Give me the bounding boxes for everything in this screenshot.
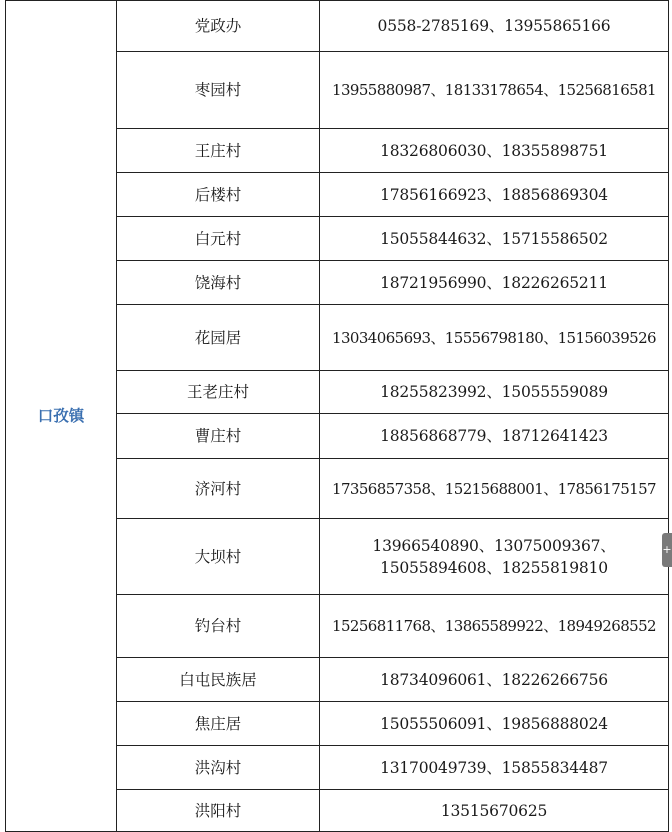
village-name: 焦庄居 — [117, 702, 320, 746]
phone-numbers: 18856868779、18712641423 — [320, 414, 669, 459]
village-name: 饶海村 — [117, 261, 320, 305]
plus-icon: + — [662, 543, 672, 556]
town-name: 口孜镇 — [6, 1, 117, 832]
phone-numbers: 18721956990、18226265211 — [320, 261, 669, 305]
village-name: 洪阳村 — [117, 790, 320, 832]
village-name: 白元村 — [117, 217, 320, 261]
village-name: 后楼村 — [117, 173, 320, 217]
village-name: 大坝村 — [117, 519, 320, 595]
phone-numbers: 18326806030、18355898751 — [320, 129, 669, 173]
village-name: 洪沟村 — [117, 746, 320, 790]
village-name: 王老庄村 — [117, 371, 320, 414]
village-name: 王庄村 — [117, 129, 320, 173]
village-name: 曹庄村 — [117, 414, 320, 459]
phone-numbers-line: 13966540890、13075009367、 — [372, 536, 616, 555]
phone-numbers: 15256811768、13865589922、18949268552 — [320, 595, 669, 658]
village-name: 济河村 — [117, 459, 320, 519]
village-name: 花园居 — [117, 305, 320, 371]
table-row — [6, 1, 669, 52]
phone-numbers: 13034065693、15556798180、15156039526 — [320, 305, 669, 371]
phone-numbers: 15055506091、19856888024 — [320, 702, 669, 746]
phone-numbers: 18255823992、15055559089 — [320, 371, 669, 414]
phone-numbers: 13515670625 — [320, 790, 669, 832]
village-name: 钓台村 — [117, 595, 320, 658]
phone-numbers-line: 15055894608、18255819810 — [380, 558, 608, 577]
phone-numbers — [320, 519, 672, 595]
phone-numbers: 17356857358、15215688001、17856175157 — [320, 459, 669, 519]
phone-numbers: 15055844632、15715586502 — [320, 217, 669, 261]
contacts-table — [5, 0, 672, 832]
village-name: 党政办 — [117, 1, 320, 52]
phone-numbers: 0558-2785169、13955865166 — [320, 1, 669, 52]
expand-tab[interactable] — [662, 533, 672, 567]
village-name: 枣园村 — [117, 52, 320, 129]
phone-numbers: 13955880987、18133178654、15256816581 — [320, 52, 669, 129]
phone-numbers: 13170049739、15855834487 — [320, 746, 669, 790]
village-name: 白屯民族居 — [117, 658, 320, 702]
phone-numbers: 18734096061、18226266756 — [320, 658, 669, 702]
phone-numbers: 17856166923、18856869304 — [320, 173, 669, 217]
